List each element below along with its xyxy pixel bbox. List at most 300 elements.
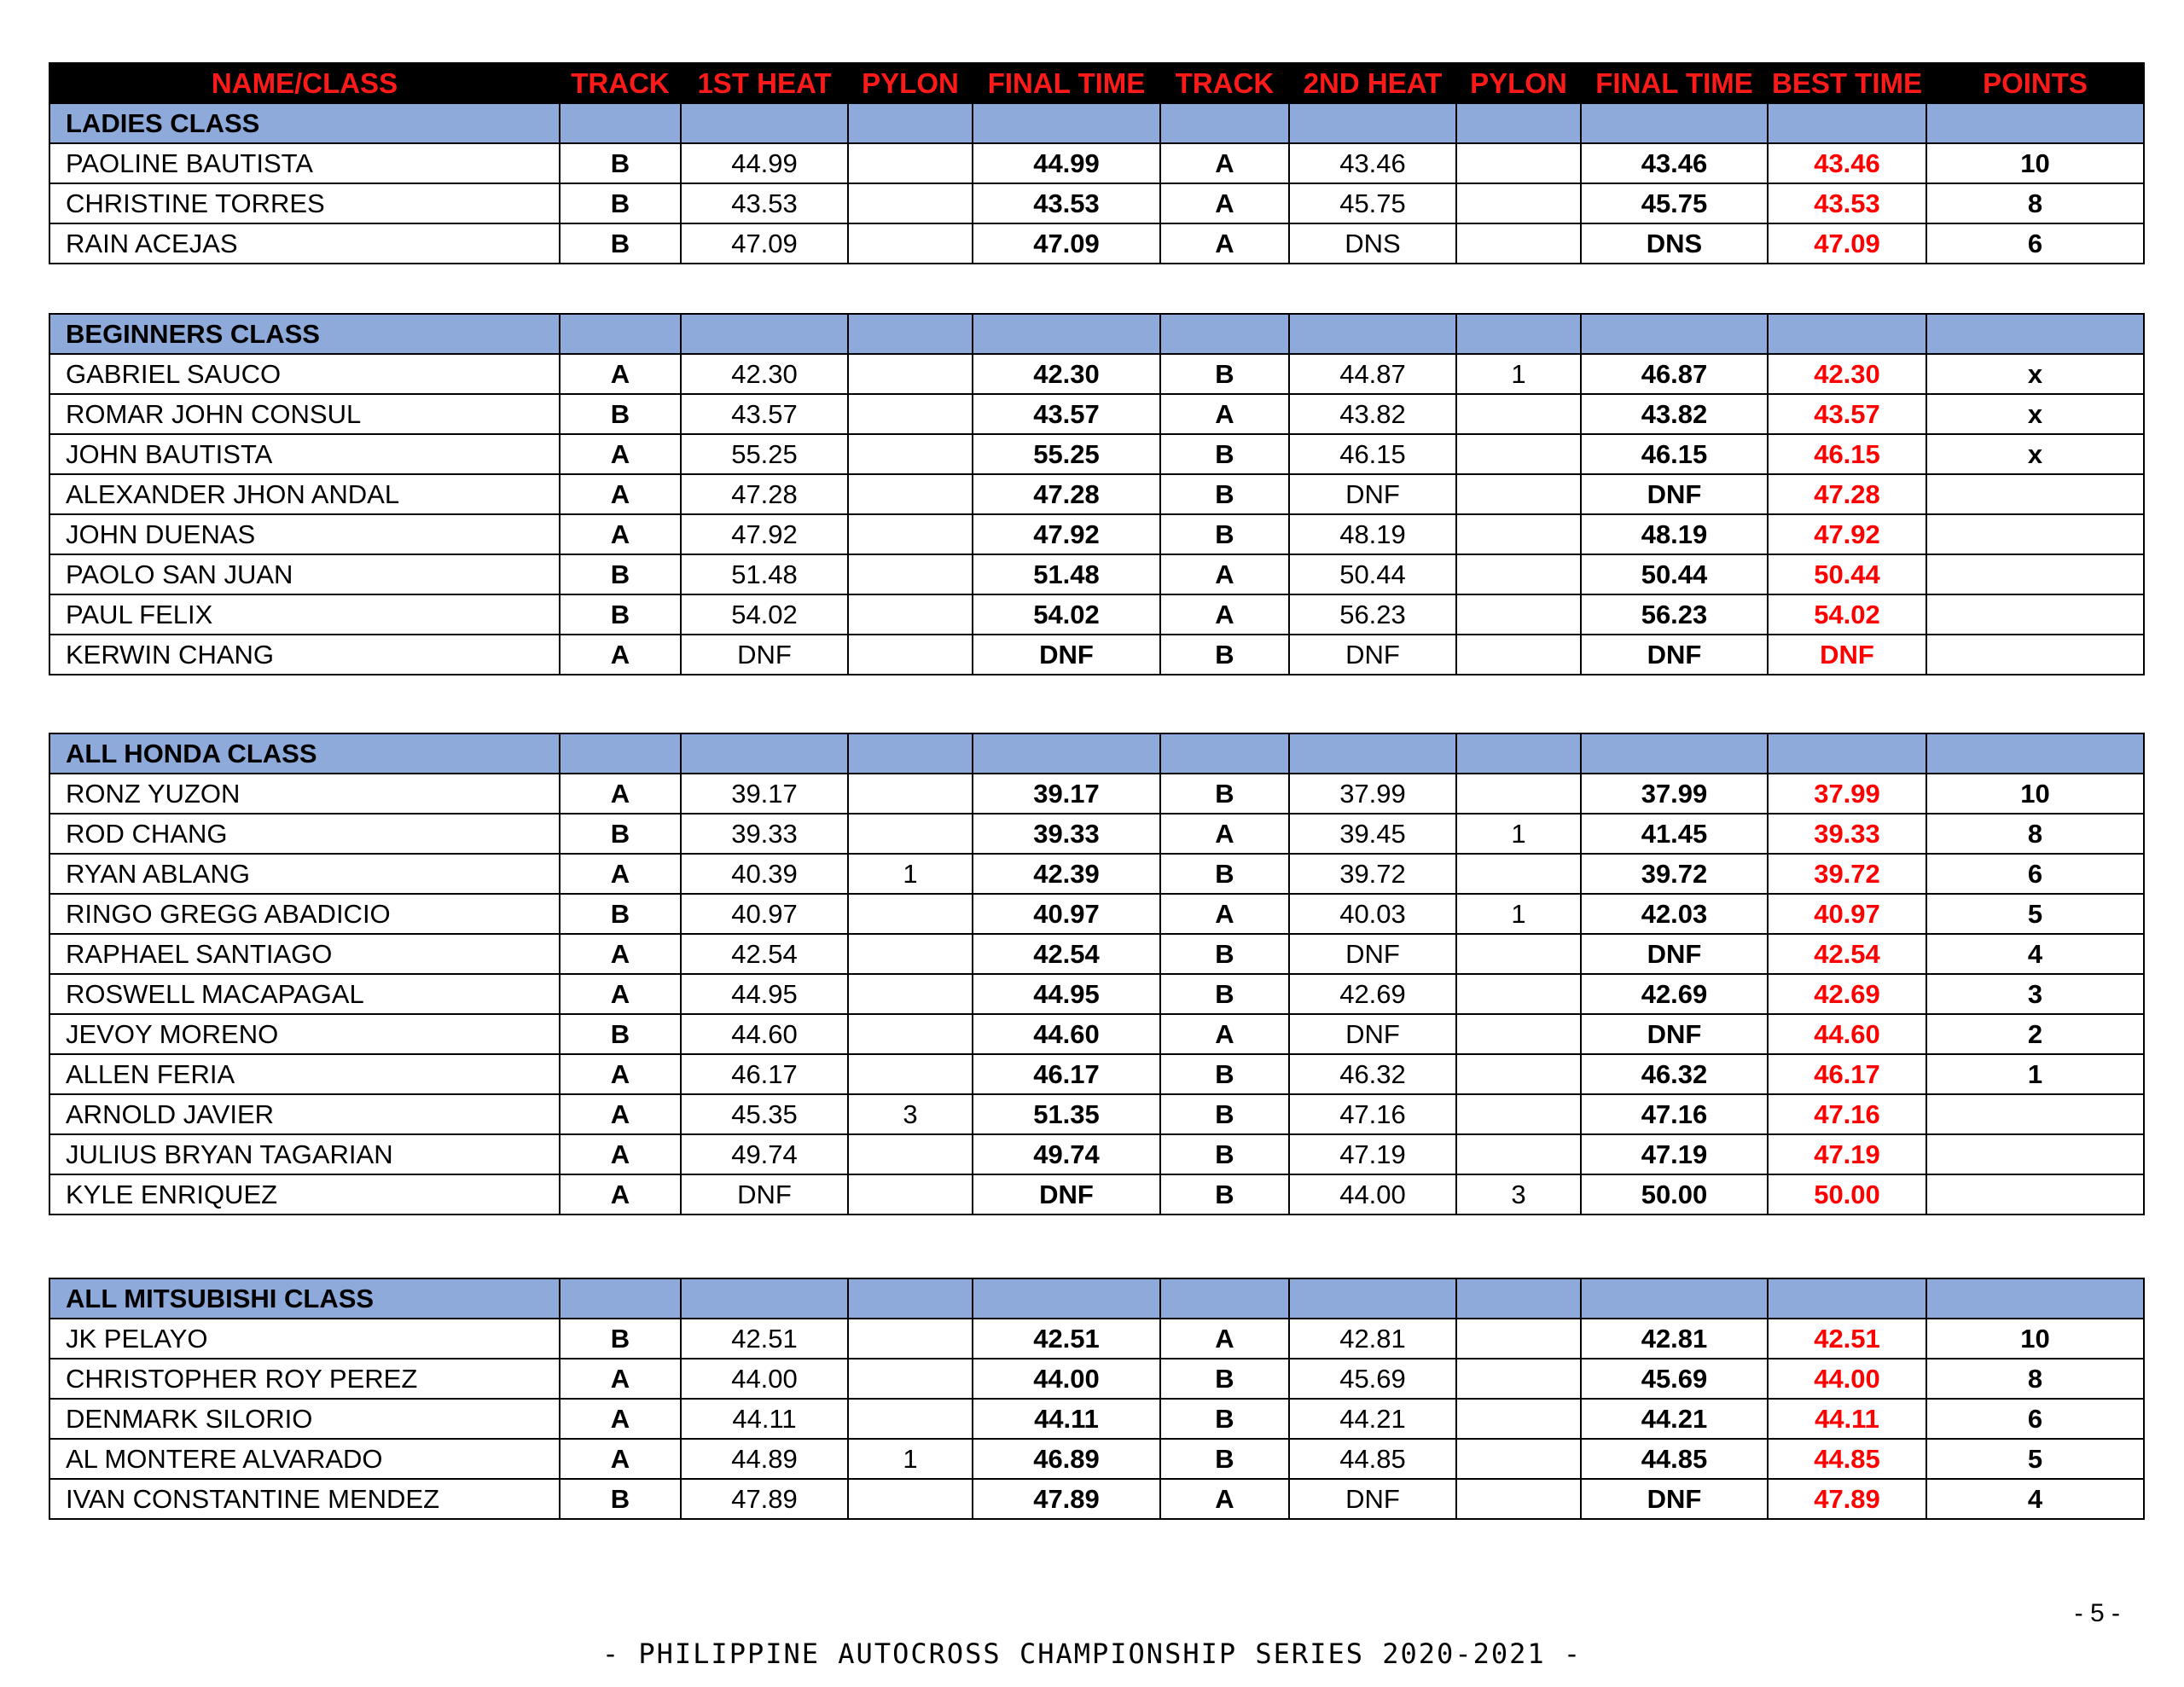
table-cell: B	[1160, 1439, 1289, 1479]
table-cell: 46.32	[1289, 1054, 1456, 1094]
table-cell: DNF	[973, 635, 1160, 675]
table-cell: 47.09	[681, 223, 848, 264]
table-row	[49, 1134, 2144, 1174]
table-cell: 55.25	[681, 434, 848, 474]
table-cell: 49.74	[973, 1134, 1160, 1174]
table-row	[49, 354, 2144, 394]
driver-name: RINGO GREGG ABADICIO	[49, 894, 560, 934]
table-cell	[1456, 183, 1581, 223]
table-cell: 45.75	[1289, 183, 1456, 223]
column-header: BEST TIME	[1768, 63, 1926, 103]
table-cell: 44.00	[973, 1359, 1160, 1399]
table-cell	[1456, 394, 1581, 434]
table-cell: 37.99	[1768, 774, 1926, 814]
table-cell	[1456, 934, 1581, 974]
class-header-cell	[560, 314, 681, 354]
driver-name: IVAN CONSTANTINE MENDEZ	[49, 1479, 560, 1519]
class-header-cell	[681, 314, 848, 354]
table-row	[49, 1439, 2144, 1479]
driver-name: AL MONTERE ALVARADO	[49, 1439, 560, 1479]
driver-name: ALEXANDER JHON ANDAL	[49, 474, 560, 514]
class-header-cell	[1926, 314, 2144, 354]
driver-name: JULIUS BRYAN TAGARIAN	[49, 1134, 560, 1174]
page-number: - 5 -	[2074, 1599, 2120, 1627]
table-cell: 42.69	[1768, 974, 1926, 1014]
class-header-cell	[560, 1278, 681, 1319]
table-cell: 42.39	[973, 854, 1160, 894]
table-row	[49, 1359, 2144, 1399]
table-cell: B	[1160, 934, 1289, 974]
table-cell: 43.57	[973, 394, 1160, 434]
table-cell: 50.44	[1581, 554, 1768, 594]
class-title: ALL MITSUBISHI CLASS	[49, 1278, 560, 1319]
column-header: TRACK	[560, 63, 681, 103]
table-cell: A	[1160, 1319, 1289, 1359]
class-header-cell	[1289, 1278, 1456, 1319]
table-cell: x	[1926, 434, 2144, 474]
table-cell: 44.85	[1581, 1439, 1768, 1479]
table-cell: DNF	[1581, 1014, 1768, 1054]
table-row	[49, 1054, 2144, 1094]
table-cell: 43.46	[1581, 143, 1768, 183]
table-cell	[1456, 974, 1581, 1014]
class-header-row	[49, 733, 2144, 774]
table-cell: 44.60	[973, 1014, 1160, 1054]
table-cell: 54.02	[1768, 594, 1926, 635]
table-cell: 3	[1456, 1174, 1581, 1215]
table-cell	[848, 514, 973, 554]
column-header: 2ND HEAT	[1289, 63, 1456, 103]
class-title: BEGINNERS CLASS	[49, 314, 560, 354]
table-cell: 39.17	[973, 774, 1160, 814]
table-cell: 6	[1926, 223, 2144, 264]
table-cell: 44.11	[681, 1399, 848, 1439]
table-cell: B	[560, 814, 681, 854]
table-cell	[1456, 854, 1581, 894]
table-cell: 46.32	[1581, 1054, 1768, 1094]
table-row	[49, 1399, 2144, 1439]
table-cell: 1	[1456, 894, 1581, 934]
class-header-cell	[560, 733, 681, 774]
table-cell	[848, 223, 973, 264]
table-cell	[848, 1319, 973, 1359]
table-cell: DNF	[1289, 1014, 1456, 1054]
class-header-cell	[1581, 103, 1768, 143]
table-cell	[848, 894, 973, 934]
table-cell: 1	[1456, 814, 1581, 854]
table-cell: 40.03	[1289, 894, 1456, 934]
table-cell: 40.39	[681, 854, 848, 894]
table-cell: 47.28	[1768, 474, 1926, 514]
table-cell: DNF	[1581, 635, 1768, 675]
table-cell: A	[560, 635, 681, 675]
table-cell	[1456, 1359, 1581, 1399]
table-cell: A	[1160, 594, 1289, 635]
table-cell: 43.53	[1768, 183, 1926, 223]
table-row	[49, 434, 2144, 474]
table-cell	[1926, 1134, 2144, 1174]
driver-name: CHRISTOPHER ROY PEREZ	[49, 1359, 560, 1399]
column-header: PYLON	[1456, 63, 1581, 103]
table-cell: A	[560, 1359, 681, 1399]
table-cell: 1	[848, 1439, 973, 1479]
table-cell	[1456, 514, 1581, 554]
table-cell: 47.92	[973, 514, 1160, 554]
table-cell: 47.89	[681, 1479, 848, 1519]
class-header-cell	[973, 1278, 1160, 1319]
table-cell: 48.19	[1581, 514, 1768, 554]
table-cell: 42.30	[1768, 354, 1926, 394]
table-cell: 47.16	[1289, 1094, 1456, 1134]
footer-title: - PHILIPPINE AUTOCROSS CHAMPIONSHIP SERIES 2020-2021 -	[601, 1638, 1583, 1670]
table-row	[49, 894, 2144, 934]
table-cell: B	[560, 894, 681, 934]
table-row	[49, 474, 2144, 514]
table-cell: 55.25	[973, 434, 1160, 474]
table-cell	[1926, 554, 2144, 594]
table-cell	[1456, 1399, 1581, 1439]
table-row	[49, 143, 2144, 183]
table-cell: B	[560, 1014, 681, 1054]
table-cell: 50.44	[1768, 554, 1926, 594]
table-cell: A	[560, 854, 681, 894]
table-row	[49, 934, 2144, 974]
table-cell: B	[1160, 1054, 1289, 1094]
table-cell: 46.87	[1581, 354, 1768, 394]
table-cell	[848, 474, 973, 514]
table-cell: 47.28	[973, 474, 1160, 514]
table-row	[49, 394, 2144, 434]
table-row	[49, 1174, 2144, 1215]
table-cell: B	[560, 394, 681, 434]
table-cell: DNF	[1289, 635, 1456, 675]
table-cell	[848, 1479, 973, 1519]
table-cell: 45.69	[1581, 1359, 1768, 1399]
table-cell	[848, 554, 973, 594]
table-cell: 54.02	[681, 594, 848, 635]
column-header: PYLON	[848, 63, 973, 103]
table-cell: A	[1160, 894, 1289, 934]
class-header-cell	[1926, 103, 2144, 143]
table-cell: B	[560, 554, 681, 594]
table-cell: B	[1160, 474, 1289, 514]
table-cell: 41.45	[1581, 814, 1768, 854]
table-cell: 2	[1926, 1014, 2144, 1054]
table-cell: A	[1160, 223, 1289, 264]
table-row	[49, 554, 2144, 594]
table-row	[49, 814, 2144, 854]
class-header-row	[49, 314, 2144, 354]
table-cell: 40.97	[1768, 894, 1926, 934]
table-cell: 10	[1926, 1319, 2144, 1359]
table-cell: 42.81	[1581, 1319, 1768, 1359]
table-cell: B	[1160, 974, 1289, 1014]
table-cell	[848, 934, 973, 974]
table-cell: 5	[1926, 894, 2144, 934]
table-cell	[1456, 1439, 1581, 1479]
table-cell: 43.82	[1581, 394, 1768, 434]
table-cell	[1926, 1094, 2144, 1134]
table-row	[49, 974, 2144, 1014]
driver-name: RONZ YUZON	[49, 774, 560, 814]
class-header-cell	[1289, 103, 1456, 143]
table-cell: 44.00	[681, 1359, 848, 1399]
table-row	[49, 223, 2144, 264]
table-cell: A	[1160, 1479, 1289, 1519]
table-cell: 1	[848, 854, 973, 894]
table-cell: 44.95	[681, 974, 848, 1014]
driver-name: PAOLO SAN JUAN	[49, 554, 560, 594]
table-cell: 39.17	[681, 774, 848, 814]
table-cell: 46.17	[681, 1054, 848, 1094]
table-row	[49, 1479, 2144, 1519]
driver-name: JOHN BAUTISTA	[49, 434, 560, 474]
class-header-cell	[1581, 1278, 1768, 1319]
table-cell: B	[1160, 854, 1289, 894]
table-cell: 46.17	[1768, 1054, 1926, 1094]
table-cell: A	[560, 514, 681, 554]
table-cell: A	[1160, 814, 1289, 854]
table-cell: 50.44	[1289, 554, 1456, 594]
table-cell: 43.57	[681, 394, 848, 434]
table-cell	[1456, 1014, 1581, 1054]
class-header-cell	[1768, 1278, 1926, 1319]
class-header-cell	[1456, 103, 1581, 143]
table-cell: 46.15	[1289, 434, 1456, 474]
class-header-cell	[681, 733, 848, 774]
class-header-cell	[1456, 314, 1581, 354]
table-cell: A	[1160, 394, 1289, 434]
table-cell: 45.75	[1581, 183, 1768, 223]
table-cell: DNF	[1768, 635, 1926, 675]
table-cell: B	[560, 1479, 681, 1519]
table-cell: A	[560, 934, 681, 974]
table-cell: 47.92	[1768, 514, 1926, 554]
driver-name: JK PELAYO	[49, 1319, 560, 1359]
class-header-cell	[1581, 733, 1768, 774]
table-cell: A	[1160, 183, 1289, 223]
table-cell: 42.51	[973, 1319, 1160, 1359]
class-header-cell	[1768, 733, 1926, 774]
table-cell	[1456, 594, 1581, 635]
class-header-cell	[1768, 314, 1926, 354]
class-header-cell	[681, 103, 848, 143]
table-cell: 46.15	[1768, 434, 1926, 474]
class-header-cell	[1289, 733, 1456, 774]
column-header: POINTS	[1926, 63, 2144, 103]
table-cell	[848, 1174, 973, 1215]
table-cell: A	[560, 354, 681, 394]
table-row	[49, 1319, 2144, 1359]
table-cell	[1456, 474, 1581, 514]
table-cell: 44.89	[681, 1439, 848, 1479]
class-table	[49, 733, 2145, 1215]
table-cell: 42.81	[1289, 1319, 1456, 1359]
driver-name: GABRIEL SAUCO	[49, 354, 560, 394]
table-cell: 44.95	[973, 974, 1160, 1014]
table-cell: 37.99	[1581, 774, 1768, 814]
table-cell: x	[1926, 354, 2144, 394]
table-cell: 47.16	[1581, 1094, 1768, 1134]
table-cell: 44.85	[1289, 1439, 1456, 1479]
table-cell: 8	[1926, 183, 2144, 223]
table-cell: 5	[1926, 1439, 2144, 1479]
driver-name: ALLEN FERIA	[49, 1054, 560, 1094]
table-cell	[1456, 1054, 1581, 1094]
class-table	[49, 1278, 2145, 1520]
table-cell: 44.99	[681, 143, 848, 183]
table-cell: 44.11	[1768, 1399, 1926, 1439]
class-header-cell	[1160, 103, 1289, 143]
table-cell	[1456, 143, 1581, 183]
table-cell: 10	[1926, 143, 2144, 183]
class-header-cell	[1456, 733, 1581, 774]
class-header-cell	[848, 733, 973, 774]
table-cell: DNS	[1581, 223, 1768, 264]
table-cell: 43.46	[1289, 143, 1456, 183]
table-cell: 42.69	[1581, 974, 1768, 1014]
table-cell: DNF	[681, 635, 848, 675]
driver-name: JOHN DUENAS	[49, 514, 560, 554]
table-cell: 56.23	[1289, 594, 1456, 635]
table-cell: 44.11	[973, 1399, 1160, 1439]
table-cell: 46.15	[1581, 434, 1768, 474]
class-header-cell	[1768, 103, 1926, 143]
class-title: LADIES CLASS	[49, 103, 560, 143]
table-cell	[1926, 514, 2144, 554]
table-cell: DNF	[1289, 474, 1456, 514]
table-row	[49, 854, 2144, 894]
table-cell: 44.21	[1289, 1399, 1456, 1439]
table-cell: A	[560, 1439, 681, 1479]
column-header: 1ST HEAT	[681, 63, 848, 103]
table-cell: 44.60	[681, 1014, 848, 1054]
table-cell: 47.19	[1768, 1134, 1926, 1174]
table-cell: 44.60	[1768, 1014, 1926, 1054]
table-cell: B	[1160, 1134, 1289, 1174]
table-cell: 8	[1926, 1359, 2144, 1399]
table-cell: 4	[1926, 934, 2144, 974]
table-cell: 46.17	[973, 1054, 1160, 1094]
table-cell: 42.69	[1289, 974, 1456, 1014]
class-header-cell	[848, 103, 973, 143]
table-cell: 44.00	[1289, 1174, 1456, 1215]
table-cell: 47.19	[1289, 1134, 1456, 1174]
table-cell: 44.00	[1768, 1359, 1926, 1399]
table-cell: 47.19	[1581, 1134, 1768, 1174]
driver-name: KYLE ENRIQUEZ	[49, 1174, 560, 1215]
table-cell: 47.16	[1768, 1094, 1926, 1134]
table-cell: 42.30	[973, 354, 1160, 394]
class-header-cell	[1581, 314, 1768, 354]
table-cell: A	[560, 434, 681, 474]
table-cell: 56.23	[1581, 594, 1768, 635]
table-cell: A	[1160, 554, 1289, 594]
table-cell: 45.69	[1289, 1359, 1456, 1399]
table-cell: 54.02	[973, 594, 1160, 635]
table-cell: 47.92	[681, 514, 848, 554]
table-row	[49, 1094, 2144, 1134]
table-cell: 47.28	[681, 474, 848, 514]
table-cell: A	[560, 1094, 681, 1134]
table-cell	[848, 774, 973, 814]
table-cell	[848, 183, 973, 223]
table-cell: 39.72	[1581, 854, 1768, 894]
column-header: FINAL TIME	[973, 63, 1160, 103]
table-cell: B	[560, 223, 681, 264]
table-cell: B	[1160, 774, 1289, 814]
table-cell: B	[1160, 635, 1289, 675]
table-cell: 39.72	[1289, 854, 1456, 894]
table-cell	[1456, 635, 1581, 675]
header-row	[49, 63, 2144, 103]
driver-name: PAOLINE BAUTISTA	[49, 143, 560, 183]
table-cell: 43.82	[1289, 394, 1456, 434]
table-cell: A	[1160, 1014, 1289, 1054]
table-cell	[1926, 474, 2144, 514]
table-cell	[848, 594, 973, 635]
driver-name: JEVOY MORENO	[49, 1014, 560, 1054]
table-cell: B	[1160, 1094, 1289, 1134]
table-cell: DNF	[1289, 934, 1456, 974]
table-cell: B	[1160, 434, 1289, 474]
class-header-cell	[1289, 314, 1456, 354]
table-cell	[848, 143, 973, 183]
table-cell: 6	[1926, 1399, 2144, 1439]
table-cell: 42.54	[681, 934, 848, 974]
table-cell	[848, 814, 973, 854]
class-header-cell	[1160, 1278, 1289, 1319]
table-cell	[1456, 774, 1581, 814]
table-cell	[848, 974, 973, 1014]
class-table	[49, 313, 2145, 675]
table-cell: B	[1160, 1174, 1289, 1215]
table-cell	[1456, 223, 1581, 264]
table-cell: 37.99	[1289, 774, 1456, 814]
table-cell: 39.33	[973, 814, 1160, 854]
table-cell: 51.48	[681, 554, 848, 594]
table-cell: DNF	[973, 1174, 1160, 1215]
class-header-cell	[848, 314, 973, 354]
table-cell	[1456, 1134, 1581, 1174]
driver-name: ROD CHANG	[49, 814, 560, 854]
table-cell: 39.33	[1768, 814, 1926, 854]
table-cell	[1456, 554, 1581, 594]
table-cell	[848, 1054, 973, 1094]
table-cell	[1926, 1174, 2144, 1215]
table-cell: x	[1926, 394, 2144, 434]
table-cell: 8	[1926, 814, 2144, 854]
table-row	[49, 183, 2144, 223]
table-cell: B	[1160, 354, 1289, 394]
class-header-cell	[1160, 314, 1289, 354]
table-cell: A	[560, 474, 681, 514]
class-header-cell	[1926, 733, 2144, 774]
table-cell	[848, 434, 973, 474]
table-cell: 6	[1926, 854, 2144, 894]
table-cell: A	[560, 1174, 681, 1215]
table-cell: DNF	[1581, 1479, 1768, 1519]
table-cell: 45.35	[681, 1094, 848, 1134]
table-cell	[1926, 594, 2144, 635]
driver-name: ROMAR JOHN CONSUL	[49, 394, 560, 434]
table-cell: 43.57	[1768, 394, 1926, 434]
driver-name: RAIN ACEJAS	[49, 223, 560, 264]
table-cell: 10	[1926, 774, 2144, 814]
table-cell: 4	[1926, 1479, 2144, 1519]
table-cell: B	[1160, 514, 1289, 554]
driver-name: RAPHAEL SANTIAGO	[49, 934, 560, 974]
